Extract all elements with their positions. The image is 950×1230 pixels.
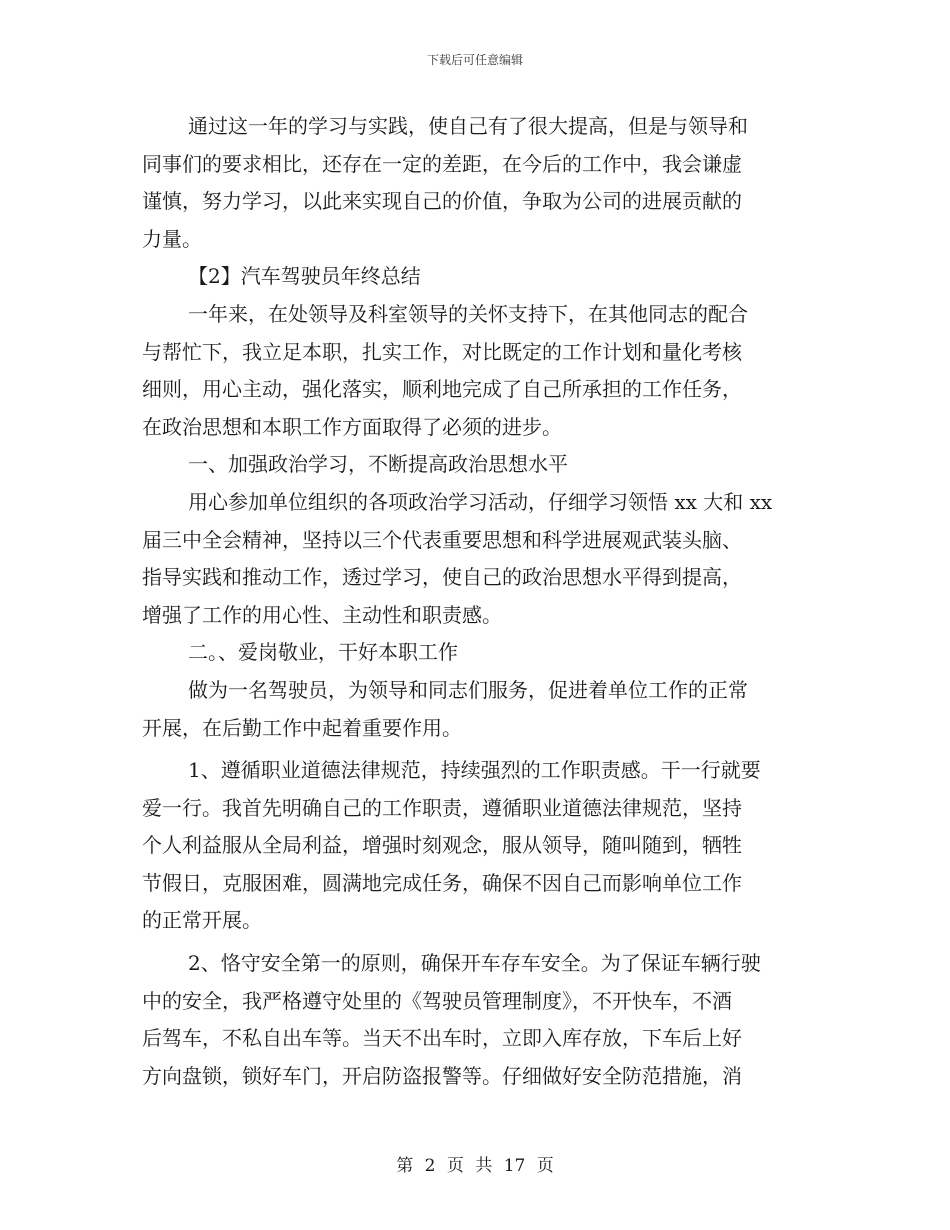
paragraph xyxy=(142,296,810,446)
subheading xyxy=(142,634,810,672)
text-line: 方向盘锁，锁好车门，开启防盗报警等。仔细做好安全防范措施，消 xyxy=(142,1063,742,1088)
text-line: 力量。 xyxy=(142,226,202,251)
text-line: 1、遵循职业道德法律规范，持续强烈的工作职责感。干一行就要 xyxy=(188,758,761,783)
paragraph xyxy=(142,752,810,940)
text-line: 届三中全会精神，坚持以三个代表重要思想和科学进展观武装头脑、 xyxy=(142,527,742,552)
paragraph xyxy=(142,945,810,1095)
heading-line: 【2】汽车驾驶员年终总结 xyxy=(188,264,421,289)
heading-line: 一、加强政治学习，不断提高政治思想水平 xyxy=(188,452,568,477)
text-line: 用心参加单位组织的各项政治学习活动，仔细学习领悟 xx 大和 xx xyxy=(188,489,773,514)
text-line: 指导实践和推动工作，透过学习，使自己的政治思想水平得到提高， xyxy=(142,565,742,590)
document-body xyxy=(142,108,810,1095)
text-line: 细则，用心主动，强化落实，顺利地完成了自己所承担的工作任务， xyxy=(142,377,742,402)
page-number-footer: 第 2 页 共 17 页 xyxy=(396,1156,554,1176)
text-line: 增强了工作的用心性、主动性和职责感。 xyxy=(142,602,502,627)
text-line: 开展，在后勤工作中起着重要作用。 xyxy=(142,715,462,740)
text-line: 一年来，在处领导及科室领导的关怀支持下，在其他同志的配合 xyxy=(188,301,748,326)
text-line: 同事们的要求相比，还存在一定的差距，在今后的工作中，我会谦虚 xyxy=(142,151,742,176)
page-header-note: 下载后可任意编辑 xyxy=(426,53,523,67)
text-line: 做为一名驾驶员，为领导和同志们服务，促进着单位工作的正常 xyxy=(188,677,748,702)
text-line: 爱一行。我首先明确自己的工作职责，遵循职业道德法律规范，坚持 xyxy=(142,795,742,820)
text-line: 节假日，克服困难，圆满地完成任务，确保不因自己而影响单位工作 xyxy=(142,870,742,895)
text-line: 中的安全，我严格遵守处里的《驾驶员管理制度》，不开快车，不酒 xyxy=(142,988,732,1013)
text-line: 个人利益服从全局利益，增强时刻观念，服从领导，随叫随到，牺牲 xyxy=(142,833,742,858)
text-line: 后驾车，不私自出车等。当天不出车时，立即入库存放，下车后上好 xyxy=(142,1026,742,1051)
section-heading xyxy=(142,258,810,296)
heading-line: 二。、爱岗敬业，干好本职工作 xyxy=(188,640,458,665)
text-line: 与帮忙下，我立足本职，扎实工作，对比既定的工作计划和量化考核 xyxy=(142,339,742,364)
paragraph xyxy=(142,484,810,634)
text-line: 在政治思想和本职工作方面取得了必须的进步。 xyxy=(142,414,562,439)
subheading xyxy=(142,446,810,484)
text-line: 2、恪守安全第一的原则，确保开车存车安全。为了保证车辆行驶 xyxy=(188,951,761,976)
paragraph xyxy=(142,672,810,747)
text-line: 谨慎，努力学习，以此来实现自己的价值，争取为公司的进展贡献的 xyxy=(142,189,742,214)
text-line: 的正常开展。 xyxy=(142,908,262,933)
text-line: 通过这一年的学习与实践，使自己有了很大提高，但是与领导和 xyxy=(188,114,748,138)
paragraph xyxy=(142,108,810,258)
